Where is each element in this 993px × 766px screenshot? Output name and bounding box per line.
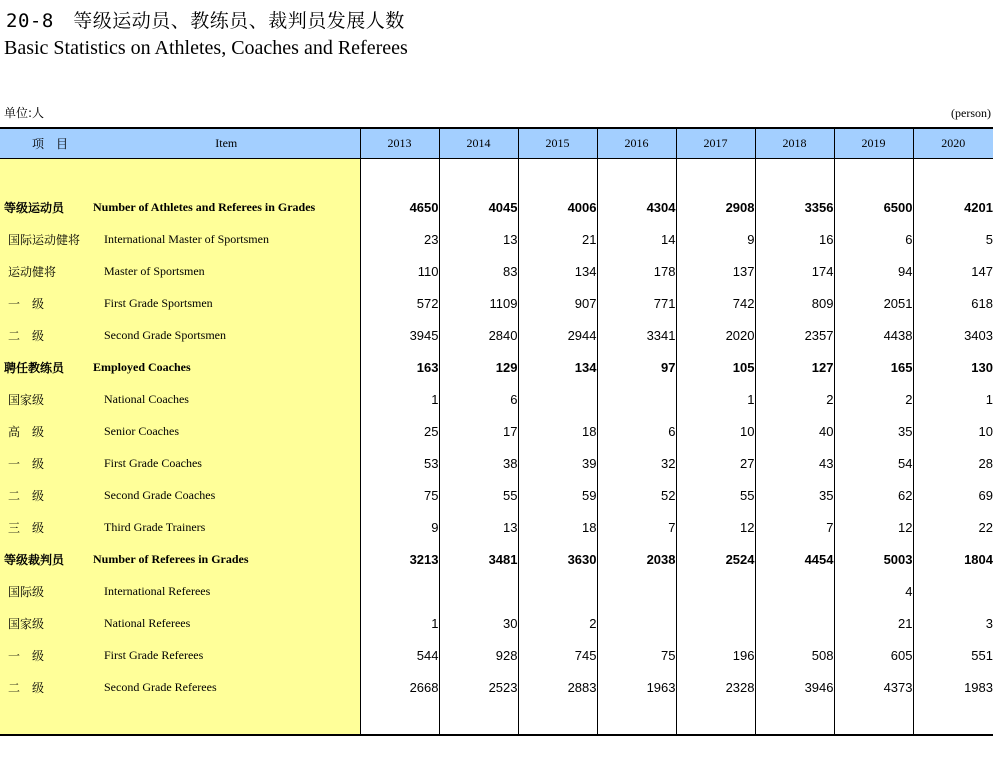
item-english-cell: Second Grade Referees [93,671,360,703]
value-cell-2019: 2051 [834,287,913,319]
value-cell-2019: 5003 [834,543,913,575]
value-cell-2013: 2668 [360,671,439,703]
value-cell-2017: 55 [676,479,755,511]
value-cell-2017: 12 [676,511,755,543]
table-row [0,319,993,351]
value-cell-2018: 40 [755,415,834,447]
value-cell-2019: 4373 [834,671,913,703]
item-english-cell: Number of Referees in Grades [93,543,360,575]
value-cell-2013: 23 [360,223,439,255]
header-year: 2015 [518,128,597,159]
value-cell-2019: 21 [834,607,913,639]
value-cell-2017: 2908 [676,191,755,223]
table-title-english: Basic Statistics on Athletes, Coaches and Referees [4,37,408,59]
unit-label-chinese: 单位:人 [4,106,45,120]
item-chinese-cell: 二 级 [0,671,93,703]
value-cell-2020: 147 [913,255,993,287]
item-chinese-cell: 国际级 [0,575,93,607]
value-cell-2020: 10 [913,415,993,447]
value-cell-2019: 62 [834,479,913,511]
value-cell-2017: 1 [676,383,755,415]
value-cell-2019: 12 [834,511,913,543]
value-cell-2013: 75 [360,479,439,511]
value-cell-2016 [597,575,676,607]
header-year: 2019 [834,128,913,159]
value-cell-2019: 35 [834,415,913,447]
value-cell-2014: 1109 [439,287,518,319]
item-english-cell: First Grade Referees [93,639,360,671]
value-cell-2018: 3946 [755,671,834,703]
item-chinese-cell: 国家级 [0,383,93,415]
table-row [0,671,993,703]
value-cell-2013: 9 [360,511,439,543]
item-english-cell: Second Grade Coaches [93,479,360,511]
item-english-cell: First Grade Sportsmen [93,287,360,319]
value-cell-2013: 1 [360,607,439,639]
value-cell-2020: 4201 [913,191,993,223]
value-cell-2014: 2523 [439,671,518,703]
header-item-chinese: 项 目 [0,128,93,159]
value-cell-2013: 53 [360,447,439,479]
value-cell-2020: 618 [913,287,993,319]
value-cell-2014: 129 [439,351,518,383]
value-cell-2018: 809 [755,287,834,319]
value-cell-2020: 5 [913,223,993,255]
value-cell-2020: 28 [913,447,993,479]
value-cell-2018: 508 [755,639,834,671]
item-chinese-cell: 国家级 [0,607,93,639]
table-body [0,159,993,736]
value-cell-2018: 43 [755,447,834,479]
value-cell-2014: 30 [439,607,518,639]
table-row [0,479,993,511]
value-cell-2018: 35 [755,479,834,511]
value-cell-2015: 59 [518,479,597,511]
value-cell-2020: 69 [913,479,993,511]
value-cell-2017: 2328 [676,671,755,703]
value-cell-2014: 3481 [439,543,518,575]
item-chinese-cell: 运动健将 [0,255,93,287]
value-cell-2014: 928 [439,639,518,671]
header-year: 2020 [913,128,993,159]
value-cell-2013 [360,575,439,607]
value-cell-2015: 18 [518,511,597,543]
table-title-chinese: 20-8 等级运动员、教练员、裁判员发展人数 [6,10,405,32]
table-row [0,383,993,415]
value-cell-2019: 605 [834,639,913,671]
value-cell-2017: 2524 [676,543,755,575]
item-chinese-cell: 等级裁判员 [0,543,93,575]
value-cell-2017 [676,607,755,639]
value-cell-2019: 94 [834,255,913,287]
value-cell-2017: 137 [676,255,755,287]
value-cell-2015 [518,575,597,607]
value-cell-2015: 2944 [518,319,597,351]
value-cell-2013: 25 [360,415,439,447]
table-spacer-row [0,159,993,192]
value-cell-2019: 4 [834,575,913,607]
value-cell-2015: 39 [518,447,597,479]
value-cell-2019: 6 [834,223,913,255]
value-cell-2016: 771 [597,287,676,319]
header-item-english: Item [93,128,360,159]
value-cell-2013: 1 [360,383,439,415]
value-cell-2020: 1983 [913,671,993,703]
item-chinese-cell: 一 级 [0,287,93,319]
value-cell-2013: 3945 [360,319,439,351]
value-cell-2014: 6 [439,383,518,415]
header-year: 2018 [755,128,834,159]
item-chinese-cell: 二 级 [0,479,93,511]
value-cell-2018: 2 [755,383,834,415]
value-cell-2015: 134 [518,255,597,287]
value-cell-2017: 2020 [676,319,755,351]
value-cell-2015: 907 [518,287,597,319]
item-english-cell: Employed Coaches [93,351,360,383]
table-group-row [0,543,993,575]
value-cell-2015 [518,383,597,415]
value-cell-2016: 2038 [597,543,676,575]
value-cell-2018: 4454 [755,543,834,575]
item-english-cell: International Master of Sportsmen [93,223,360,255]
item-english-cell: International Referees [93,575,360,607]
value-cell-2014 [439,575,518,607]
value-cell-2016 [597,383,676,415]
table-tail-row [0,703,993,735]
value-cell-2015: 2883 [518,671,597,703]
header-year: 2013 [360,128,439,159]
value-cell-2014: 13 [439,511,518,543]
item-chinese-cell: 一 级 [0,639,93,671]
value-cell-2020: 551 [913,639,993,671]
value-cell-2013: 4650 [360,191,439,223]
table-group-row [0,191,993,223]
item-english-cell: First Grade Coaches [93,447,360,479]
value-cell-2016: 7 [597,511,676,543]
item-english-cell: Master of Sportsmen [93,255,360,287]
header-year: 2017 [676,128,755,159]
value-cell-2020: 3403 [913,319,993,351]
value-cell-2018 [755,607,834,639]
value-cell-2020: 3 [913,607,993,639]
value-cell-2016: 32 [597,447,676,479]
value-cell-2015: 4006 [518,191,597,223]
value-cell-2015: 3630 [518,543,597,575]
table-row [0,511,993,543]
value-cell-2017: 742 [676,287,755,319]
value-cell-2020 [913,575,993,607]
value-cell-2019: 2 [834,383,913,415]
value-cell-2013: 572 [360,287,439,319]
item-english-cell: Third Grade Trainers [93,511,360,543]
value-cell-2015: 134 [518,351,597,383]
item-chinese-cell: 高 级 [0,415,93,447]
table-group-row [0,351,993,383]
value-cell-2020: 1 [913,383,993,415]
item-chinese-cell: 一 级 [0,447,93,479]
item-chinese-cell: 国际运动健将 [0,223,93,255]
value-cell-2019: 54 [834,447,913,479]
value-cell-2013: 3213 [360,543,439,575]
value-cell-2014: 17 [439,415,518,447]
table-row [0,639,993,671]
value-cell-2016: 6 [597,415,676,447]
statistics-table [0,127,993,736]
item-english-cell: Second Grade Sportsmen [93,319,360,351]
value-cell-2016 [597,607,676,639]
value-cell-2020: 1804 [913,543,993,575]
value-cell-2014: 2840 [439,319,518,351]
value-cell-2018: 127 [755,351,834,383]
value-cell-2016: 97 [597,351,676,383]
value-cell-2019: 4438 [834,319,913,351]
item-chinese-cell: 二 级 [0,319,93,351]
table-row [0,255,993,287]
value-cell-2018: 16 [755,223,834,255]
table-row [0,607,993,639]
value-cell-2016: 4304 [597,191,676,223]
table-row [0,575,993,607]
value-cell-2016: 178 [597,255,676,287]
value-cell-2018: 174 [755,255,834,287]
value-cell-2014: 38 [439,447,518,479]
value-cell-2013: 544 [360,639,439,671]
item-english-cell: National Referees [93,607,360,639]
item-english-cell: National Coaches [93,383,360,415]
table-row [0,415,993,447]
table-row [0,447,993,479]
value-cell-2018 [755,575,834,607]
value-cell-2018: 7 [755,511,834,543]
value-cell-2016: 52 [597,479,676,511]
value-cell-2020: 22 [913,511,993,543]
value-cell-2013: 110 [360,255,439,287]
value-cell-2015: 2 [518,607,597,639]
item-chinese-cell: 等级运动员 [0,191,93,223]
value-cell-2017: 10 [676,415,755,447]
value-cell-2017: 27 [676,447,755,479]
header-row [0,128,993,159]
value-cell-2018: 2357 [755,319,834,351]
value-cell-2019: 165 [834,351,913,383]
value-cell-2019: 6500 [834,191,913,223]
item-english-cell: Number of Athletes and Referees in Grades [93,191,360,223]
value-cell-2015: 21 [518,223,597,255]
table-row [0,287,993,319]
value-cell-2017: 196 [676,639,755,671]
value-cell-2014: 55 [439,479,518,511]
value-cell-2016: 1963 [597,671,676,703]
unit-label-english: (person) [951,106,991,120]
value-cell-2017: 105 [676,351,755,383]
value-cell-2015: 745 [518,639,597,671]
value-cell-2017 [676,575,755,607]
value-cell-2015: 18 [518,415,597,447]
table-row [0,223,993,255]
item-english-cell: Senior Coaches [93,415,360,447]
value-cell-2018: 3356 [755,191,834,223]
item-chinese-cell: 聘任教练员 [0,351,93,383]
value-cell-2014: 4045 [439,191,518,223]
value-cell-2016: 3341 [597,319,676,351]
header-year: 2016 [597,128,676,159]
value-cell-2014: 13 [439,223,518,255]
value-cell-2017: 9 [676,223,755,255]
header-year: 2014 [439,128,518,159]
value-cell-2016: 75 [597,639,676,671]
value-cell-2016: 14 [597,223,676,255]
value-cell-2013: 163 [360,351,439,383]
value-cell-2014: 83 [439,255,518,287]
value-cell-2020: 130 [913,351,993,383]
item-chinese-cell: 三 级 [0,511,93,543]
